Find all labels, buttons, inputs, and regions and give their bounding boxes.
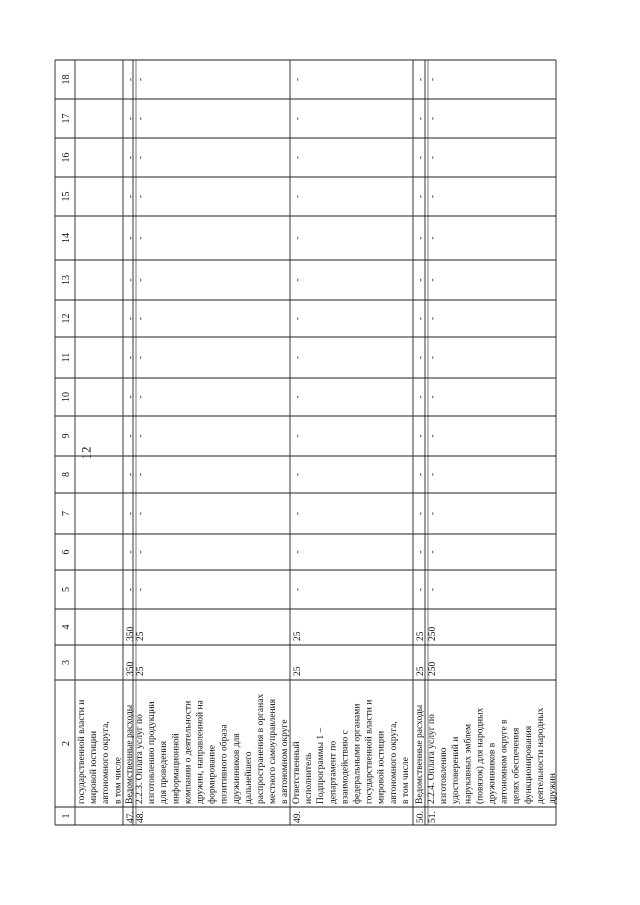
column-number: 18 <box>61 74 72 85</box>
row-label: в том числе <box>113 757 124 804</box>
row-label: дружинников для <box>231 733 242 804</box>
cell-value: - <box>293 316 303 321</box>
cell-value: - <box>126 355 136 360</box>
cell-value: - <box>293 155 303 160</box>
cell-value: - <box>428 236 438 240</box>
cell-value: - <box>428 395 438 399</box>
cell-value: - <box>136 155 146 160</box>
cell-value: - <box>428 434 438 438</box>
cell-value: - <box>428 316 438 321</box>
row-label: распространения в органах <box>256 693 266 804</box>
table-body <box>55 60 558 825</box>
row-label: дружинников в <box>487 742 498 804</box>
cell-value: - <box>293 587 303 592</box>
column-number: 11 <box>61 352 72 363</box>
row-label: 2.2.4. Оплата услуг по <box>427 714 437 804</box>
cell-value: - <box>416 472 426 477</box>
cell-value: - <box>293 77 303 82</box>
cell-value: 25 <box>416 666 426 676</box>
cell-value: - <box>126 278 136 282</box>
cell-value: - <box>428 194 438 199</box>
row-label: федеральными органами <box>352 703 363 804</box>
row-label: нарукавных эмблем <box>463 723 474 804</box>
cell-value: - <box>416 316 426 321</box>
cell-value: - <box>428 355 438 360</box>
cell-value: - <box>293 278 303 282</box>
cell-value: - <box>126 116 136 121</box>
row-label: дальнейшего <box>243 751 254 804</box>
cell-value: - <box>126 550 136 554</box>
cell-value: - <box>293 550 303 554</box>
cell-value: - <box>416 194 426 199</box>
cell-value: - <box>293 194 303 199</box>
row-label: автономного округа, <box>101 721 112 804</box>
row-label: (повязок) для народных <box>475 707 486 804</box>
row-label: автономном округе в <box>499 719 510 804</box>
row-number: 49. <box>293 811 303 823</box>
column-number: 8 <box>61 472 72 477</box>
row-label: компании о деятельности <box>183 700 194 804</box>
row-label: изготовлению продукции <box>147 701 158 804</box>
row-label: мировой юстиции <box>89 730 100 804</box>
cell-value: - <box>293 116 303 121</box>
cell-value: 250 <box>428 626 438 641</box>
cell-value: - <box>416 355 426 360</box>
cell-value: - <box>416 434 426 438</box>
cell-value: - <box>136 472 146 477</box>
cell-value: - <box>428 155 438 160</box>
cell-value: 25 <box>136 631 146 641</box>
column-number: 12 <box>61 313 72 324</box>
column-number: 2 <box>61 741 72 746</box>
row-label: Ведомственные расходы <box>125 704 135 804</box>
row-label: информационной <box>171 733 182 804</box>
row-label: департамент по <box>328 740 339 804</box>
cell-value: - <box>428 587 438 592</box>
cell-value: - <box>416 550 426 554</box>
cell-value: - <box>136 194 146 199</box>
cell-value: - <box>136 316 146 321</box>
cell-value: - <box>126 395 136 399</box>
column-number: 10 <box>61 392 72 402</box>
cell-value: - <box>126 316 136 321</box>
row-label: целях обеспечения <box>511 727 522 804</box>
cell-value: - <box>416 116 426 121</box>
row-label: дружин <box>548 773 558 804</box>
row-label: дружин, направленной на <box>195 700 206 804</box>
cell-value: - <box>416 511 426 516</box>
cell-value: - <box>416 395 426 399</box>
row-label: изготовлению <box>439 747 450 804</box>
cell-value: - <box>126 511 136 516</box>
row-label: Ведомственные расходы <box>415 704 425 804</box>
row-number: 47. <box>126 811 136 823</box>
cell-value: - <box>293 236 303 240</box>
row-label: местного самоуправления <box>268 698 279 804</box>
cell-value: - <box>136 278 146 282</box>
cell-value: - <box>416 236 426 240</box>
cell-value: 25 <box>293 666 303 676</box>
cell-value: 25 <box>136 666 146 676</box>
cell-value: - <box>428 472 438 477</box>
column-number: 1 <box>61 813 72 819</box>
row-label: в автономном округе <box>280 719 291 804</box>
cell-value: - <box>293 355 303 360</box>
column-number: 13 <box>61 275 72 285</box>
row-label: удостоверений и <box>451 736 462 804</box>
cell-value: 350 <box>126 626 136 641</box>
column-number: 7 <box>61 511 72 516</box>
cell-value: - <box>126 77 136 82</box>
cell-value: - <box>136 511 146 516</box>
cell-value: - <box>293 434 303 438</box>
row-label: деятельности народных <box>535 707 546 804</box>
column-number: 14 <box>61 233 72 243</box>
cell-value: - <box>416 155 426 160</box>
cell-value: - <box>136 587 146 592</box>
cell-value: 25 <box>293 631 303 641</box>
cell-value: - <box>126 472 136 477</box>
row-label: позитивного образа <box>219 724 230 804</box>
cell-value: 250 <box>428 661 438 676</box>
row-label: взаимодействию с <box>340 730 351 804</box>
cell-value: - <box>416 278 426 282</box>
cell-value: - <box>126 434 136 438</box>
column-number: 3 <box>61 660 72 665</box>
cell-value: - <box>428 278 438 282</box>
row-number: 51. <box>428 811 438 823</box>
cell-value: - <box>416 587 426 592</box>
column-number: 16 <box>61 152 72 163</box>
cell-value: - <box>293 472 303 477</box>
column-number: 9 <box>61 433 72 439</box>
row-label: для проведения <box>159 740 170 804</box>
cell-value: - <box>136 355 146 360</box>
row-label: в том числе <box>400 757 411 804</box>
row-number: 50. <box>416 811 426 823</box>
cell-value: - <box>416 77 426 82</box>
cell-value: - <box>126 155 136 160</box>
cell-value: - <box>126 236 136 240</box>
column-number: 15 <box>61 191 72 202</box>
cell-value: - <box>293 395 303 399</box>
row-label: Ответственный <box>292 741 302 804</box>
cell-value: - <box>126 587 136 592</box>
cell-value: - <box>126 194 136 199</box>
row-label: функционирования <box>523 725 534 804</box>
cell-value: - <box>136 434 146 438</box>
cell-value: - <box>428 77 438 82</box>
column-number: 5 <box>61 587 72 592</box>
cell-value: - <box>293 511 303 516</box>
row-label: Подпрограммы 1 – <box>316 727 327 804</box>
column-number: 17 <box>61 113 72 124</box>
cell-value: - <box>428 550 438 554</box>
row-label: формирование <box>207 744 218 804</box>
cell-value: 25 <box>416 631 426 641</box>
row-label: государственной власти и <box>364 699 375 804</box>
cell-value: - <box>136 550 146 554</box>
row-label: исполнитель <box>304 752 315 804</box>
cell-value: - <box>428 511 438 516</box>
cell-value: - <box>136 116 146 121</box>
cell-value: - <box>136 395 146 399</box>
column-number: 6 <box>61 549 72 555</box>
cell-value: 350 <box>126 661 136 676</box>
row-label: автономного округа, <box>388 721 399 804</box>
row-label: мировой юстиции <box>376 730 387 804</box>
cell-value: - <box>136 77 146 82</box>
row-label: 2.2.3. Оплата услуг по <box>135 714 145 804</box>
row-number: 48. <box>136 811 146 823</box>
page-number: 12 <box>78 446 94 460</box>
column-number: 4 <box>61 624 72 630</box>
row-label: государственной власти и <box>77 699 87 804</box>
cell-value: - <box>136 236 146 240</box>
cell-value: - <box>428 116 438 121</box>
